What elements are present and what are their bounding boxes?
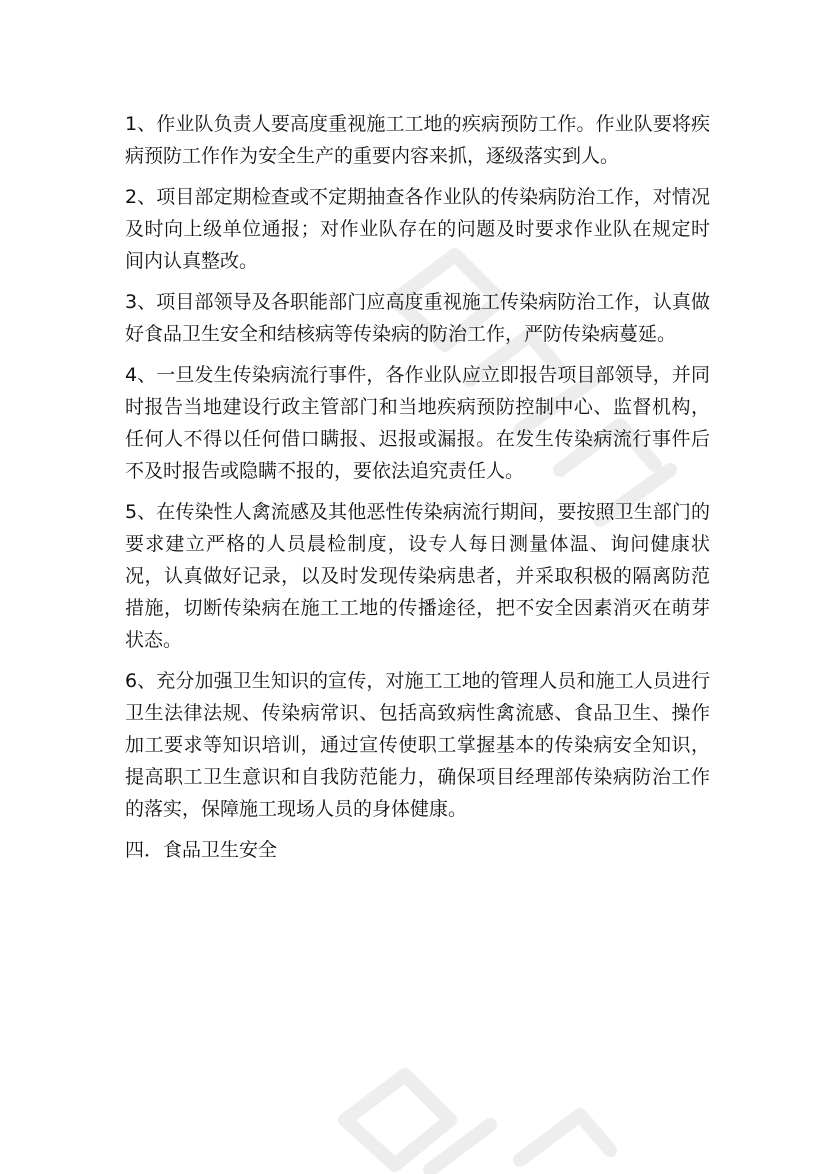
watermark-mark-lower xyxy=(345,1075,610,1170)
paragraph-6: 6、充分加强卫生知识的宣传，对施工工地的管理人员和施工人员进行卫生法律法规、传染病常识、包括高致病性禽流感、食品卫生、操作加工要求等知识培训，通过宣传使职工掌握基本的传染病安全知识，提高职工卫生意识和自我防范能力，确保项目经理部传染病防治工作的落实，保障施工现场人员的身体健康。 xyxy=(125,670,710,820)
section-heading: 四．食品卫生安全 xyxy=(125,839,278,861)
paragraph-4: 4、一旦发生传染病流行事件，各作业队应立即报告项目部领导，并同时报告当地建设行政主管部门和当地疾病预防控制中心、监督机构，任何人不得以任何借口瞒报、迟报或漏报。在发生传染病流行事件后不及时报告或隐瞒不报的，要依法追究责任人。 xyxy=(125,364,710,482)
paragraph-1: 1、作业队负责人要高度重视施工工地的疾病预防工作。作业队要将疾病预防工作作为安全生产的重要内容来抓，逐级落实到人。 xyxy=(125,113,710,167)
paragraph-2: 2、项目部定期检查或不定期抽查各作业队的传染病防治工作，对情况及时向上级单位通报；对作业队存在的问题及时要求作业队在规定时间内认真整改。 xyxy=(125,186,710,272)
paragraph-5: 5、在传染性人禽流感及其他恶性传染病流行期间，要按照卫生部门的要求建立严格的人员晨检制度，设专人每日测量体温、询问健康状况，认真做好记录，以及时发现传染病患者，并采取积极的隔离防范措施，切断传染病在施工工地的传播途径，把不安全因素消灭在萌芽状态。 xyxy=(125,501,710,651)
paragraph-3: 3、项目部领导及各职能部门应高度重视施工传染病防治工作，认真做好食品卫生安全和结核病等传染病的防治工作，严防传染病蔓延。 xyxy=(125,291,710,345)
document-body xyxy=(125,108,710,866)
